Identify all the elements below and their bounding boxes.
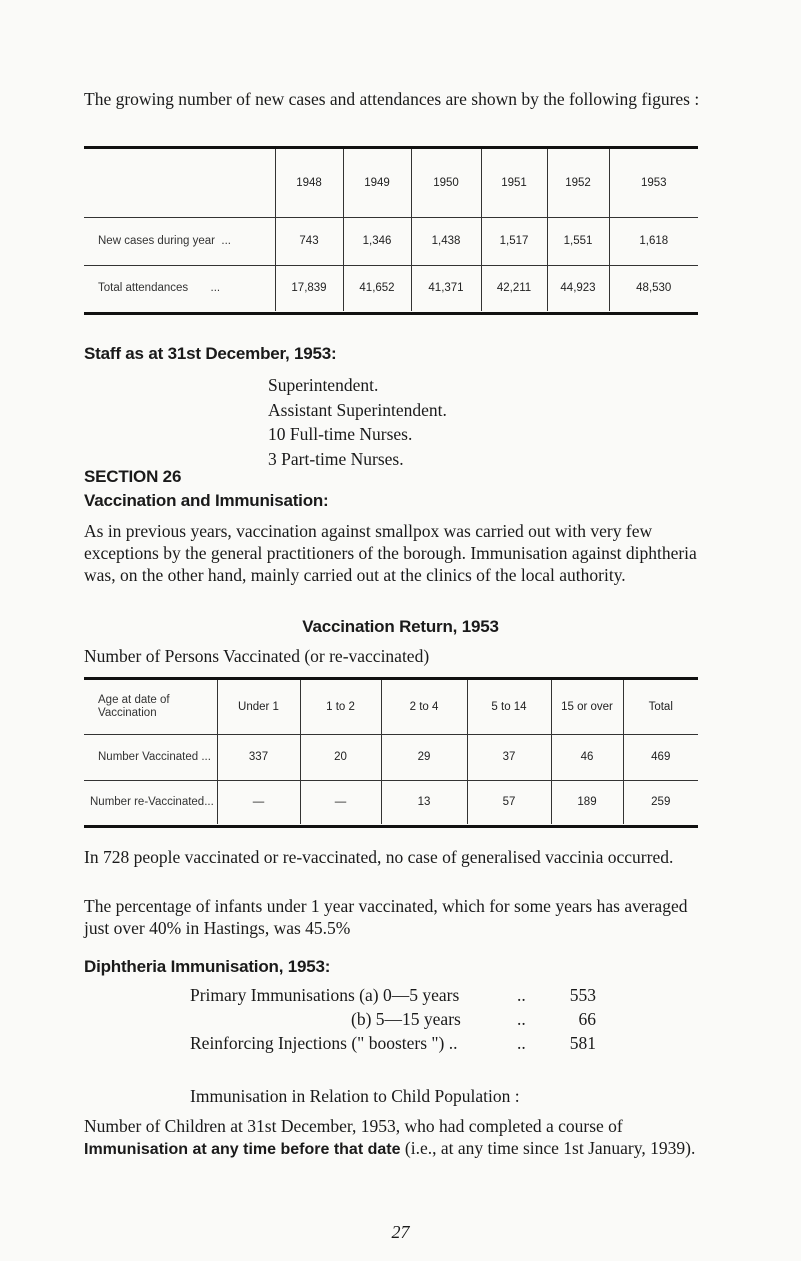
table-cell: 1,346 bbox=[343, 217, 411, 265]
list-item: Assistant Superintendent. bbox=[268, 399, 447, 420]
table-cell: 37 bbox=[467, 734, 551, 780]
list-item: Reinforcing Injections (" boosters ") .. .. 581 bbox=[190, 1033, 596, 1053]
child-population-heading: Immunisation in Relation to Child Population : bbox=[190, 1086, 520, 1106]
year-header: 1948 bbox=[275, 149, 343, 217]
table-cell: 29 bbox=[381, 734, 467, 780]
table-cell: 57 bbox=[467, 780, 551, 824]
year-header: 1953 bbox=[609, 149, 698, 217]
row-label: New cases during year ... bbox=[84, 217, 275, 265]
section-number: SECTION 26 bbox=[84, 467, 182, 486]
vaccination-table-header bbox=[84, 680, 698, 734]
list-item: (b) 5—15 years .. 66 bbox=[351, 1009, 596, 1029]
column-header: 2 to 4 bbox=[381, 680, 467, 734]
table-cell: 46 bbox=[551, 734, 623, 780]
table-bottom-rule bbox=[84, 312, 698, 315]
cases-table bbox=[84, 149, 698, 311]
table-cell: 1,551 bbox=[547, 217, 609, 265]
vaccinia-paragraph: In 728 people vaccinated or re-vaccinated, no case of generalised vaccinia occurred. bbox=[84, 847, 674, 867]
list-item: 3 Part-time Nurses. bbox=[268, 448, 404, 469]
table-cell: 1,517 bbox=[481, 217, 547, 265]
column-header: 1 to 2 bbox=[300, 680, 381, 734]
section-paragraph: As in previous years, vaccination against smallpox was carried out with very few exceptions by the general practitioners of the borough. Immunisation against diphtheria was, on the other hand, mainly carried out at the clinics of the local authority. bbox=[84, 521, 697, 585]
list-item: Primary Immunisations (a) 0—5 years .. 553 bbox=[190, 985, 596, 1005]
year-header: 1952 bbox=[547, 149, 609, 217]
year-header: 1951 bbox=[481, 149, 547, 217]
table-row bbox=[84, 265, 698, 311]
child-population-paragraph: Number of Children at 31st December, 1953, who had completed a course of Immunisation at any time before that date (i.e., at any time since 1st January, 1939). bbox=[84, 1116, 696, 1158]
table-cell: 20 bbox=[300, 734, 381, 780]
row-label: Number Vaccinated ... bbox=[84, 734, 217, 780]
diphtheria-heading: Diphtheria Immunisation, 1953: bbox=[84, 957, 331, 976]
table-cell: 13 bbox=[381, 780, 467, 824]
table-cell: 41,652 bbox=[343, 265, 411, 311]
intro-paragraph: The growing number of new cases and attendances are shown by the following figures : bbox=[84, 89, 700, 109]
table-cell: 259 bbox=[623, 780, 698, 824]
table-cell: 1,438 bbox=[411, 217, 481, 265]
staff-list bbox=[268, 373, 447, 471]
vaccination-return-subtitle: Number of Persons Vaccinated (or re-vaccinated) bbox=[84, 646, 430, 666]
column-header: Under 1 bbox=[217, 680, 300, 734]
table-cell: 48,530 bbox=[609, 265, 698, 311]
cases-table-header bbox=[84, 149, 698, 217]
table-cell: — bbox=[300, 780, 381, 824]
row-label: Total attendances ... bbox=[98, 282, 221, 295]
table-cell: 44,923 bbox=[547, 265, 609, 311]
year-header: 1950 bbox=[411, 149, 481, 217]
table-cell: 337 bbox=[217, 734, 300, 780]
column-header: Total bbox=[623, 680, 698, 734]
list-item: 10 Full-time Nurses. bbox=[268, 424, 413, 444]
vaccination-table bbox=[84, 680, 698, 824]
table-cell: 469 bbox=[623, 734, 698, 780]
column-header: 15 or over bbox=[551, 680, 623, 734]
year-header: 1949 bbox=[343, 149, 411, 217]
age-header: Age at date of Vaccination bbox=[84, 680, 217, 734]
staff-heading: Staff as at 31st December, 1953: bbox=[84, 344, 337, 363]
table-cell: 189 bbox=[551, 780, 623, 824]
table-row bbox=[84, 217, 698, 265]
row-label: Number re-Vaccinated... bbox=[90, 796, 214, 809]
table-cell: 41,371 bbox=[411, 265, 481, 311]
page-number: 27 bbox=[391, 1222, 410, 1242]
vaccination-return-title: Vaccination Return, 1953 bbox=[302, 617, 499, 636]
table-cell: 743 bbox=[275, 217, 343, 265]
list-item: Superintendent. bbox=[268, 375, 379, 395]
immunisation-list bbox=[0, 983, 801, 1063]
table-cell: — bbox=[217, 780, 300, 824]
percentage-paragraph: The percentage of infants under 1 year vaccinated, which for some years has averaged just over 40% in Hastings, was 45.5% bbox=[84, 896, 688, 938]
table-cell: 1,618 bbox=[609, 217, 698, 265]
table-bottom-rule bbox=[84, 825, 698, 828]
table-cell: 17,839 bbox=[275, 265, 343, 311]
table-row bbox=[84, 734, 698, 780]
header-empty-cell bbox=[84, 149, 275, 217]
table-row bbox=[84, 780, 698, 824]
section-title: Vaccination and Immunisation: bbox=[84, 491, 329, 510]
table-cell: 42,211 bbox=[481, 265, 547, 311]
column-header: 5 to 14 bbox=[467, 680, 551, 734]
